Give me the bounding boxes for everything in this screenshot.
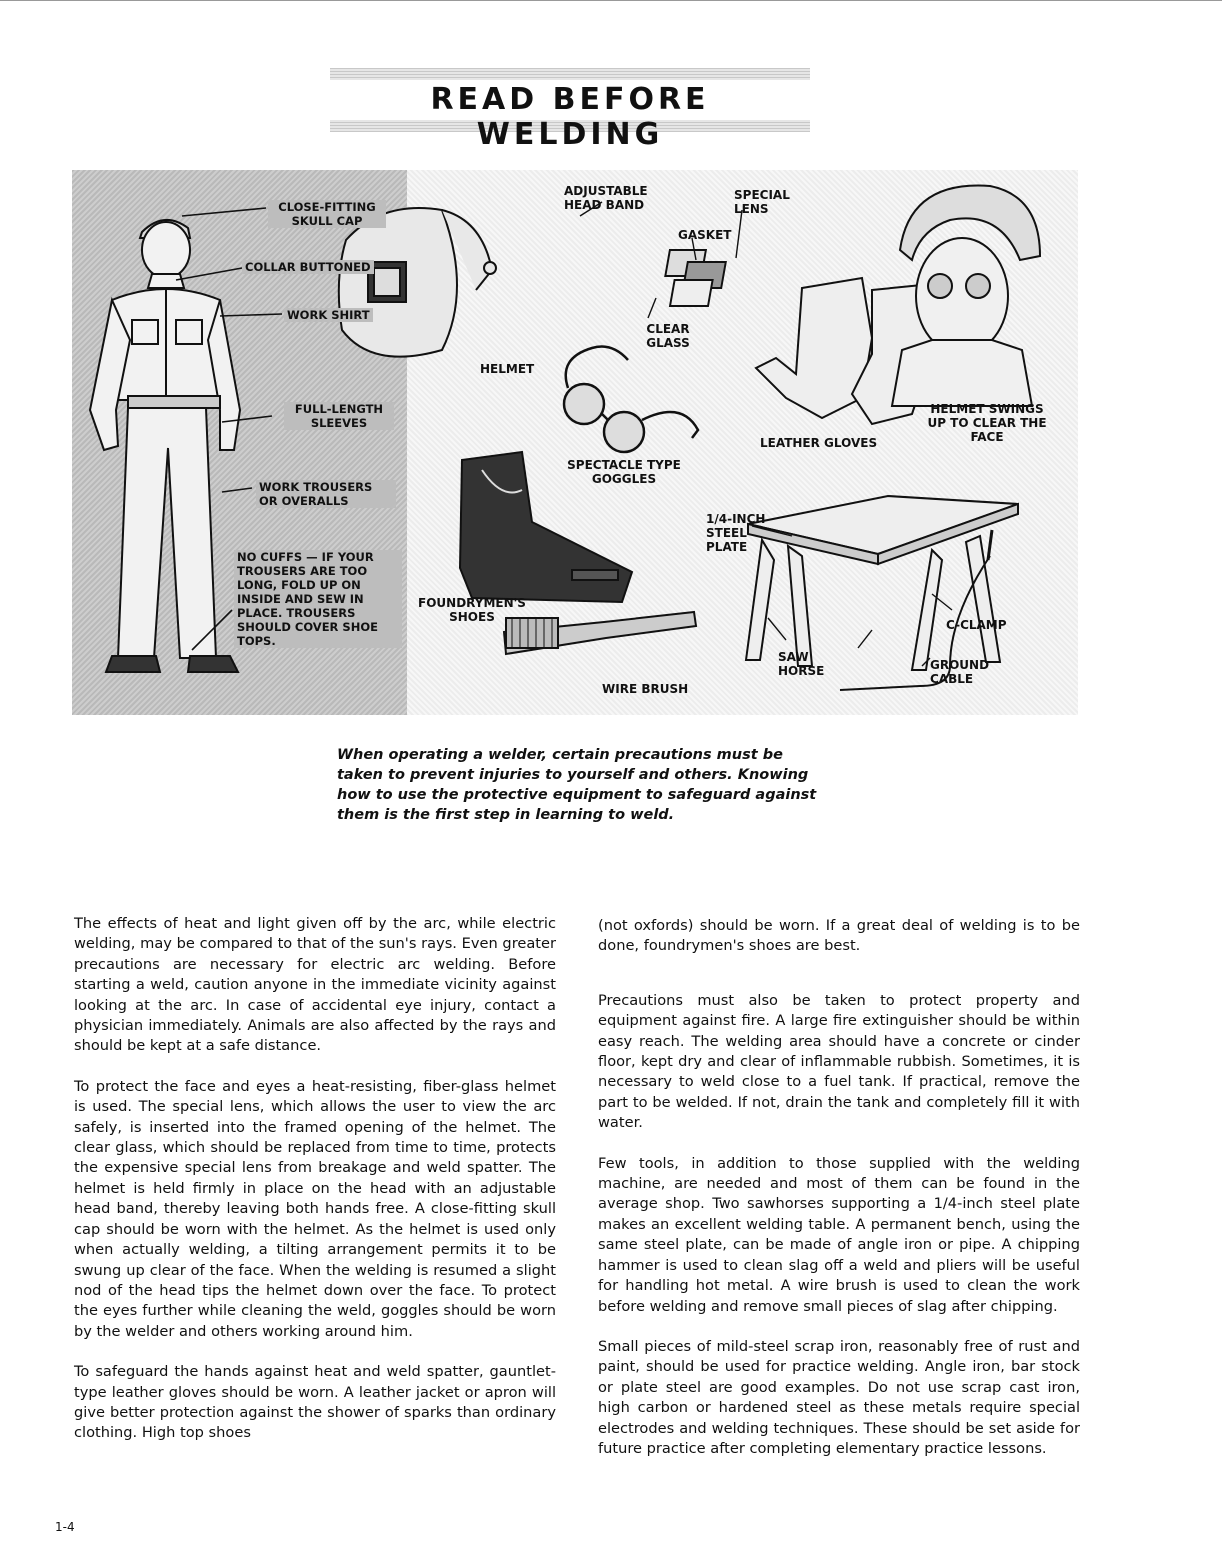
illustration-caption: When operating a welder, certain precautions must be taken to prevent injuries to yourself and others. Knowing how to use the protective equipment to safeguard against them is the first step in learning to weld. [337,747,817,823]
paragraph: To protect the face and eyes a heat-resisting, fiber-glass helmet is used. The special lens, which allows the user to view the arc safely, is inserted into the framed opening of the helmet. The clear glass, which should be replaced from time to time, protects the expensive special lens from breakage and weld spatter. The helmet is held firmly in place on the head with an adjustable head band, thereby leaving both hands free. A close-fitting skull cap should be worn with the helmet. As the helmet is used only when actually welding, a tilting arrangement permits it to be swung up clear of the face. When the welding is resumed a slight nod of the head tips the helmet down over the face. To protect the eyes further while cleaning the weld, goggles should be worn by the welder and others working around him. [74,1077,556,1340]
label-clear-glass: CLEAR GLASS [646,322,690,350]
paragraph: The effects of heat and light given off by the arc, while electric welding, may be compared to that of the sun's rays. Even greater precautions are necessary for electric arc welding. Before starting a weld, caution anyone in the immediate vicinity against looking at the arc. In case of accidental eye injury, contact a physician immediately. Animals are also affected by the rays and should be kept at a safe distance. [74,915,556,1055]
label-special-lens: SPECIAL LENS [734,188,790,216]
label-foundrymen-shoes: FOUNDRYMEN'S SHOES [418,596,526,624]
paragraph: (not oxfords) should be worn. If a great deal of welding is to be done, foundrymen's shoes are best. [598,917,1080,955]
goggles-icon [564,347,698,453]
label-work-trousers: WORK TROUSERS OR OVERALLS [256,480,396,508]
welder-figure-icon [90,220,240,672]
top-rule [0,0,1222,1]
label-wire-brush: WIRE BRUSH [602,682,689,696]
paragraph: Precautions must also be taken to protect property and equipment against fire. A large fire extinguisher should be within easy reach. The welding area should have a concrete or cinder floor, kept dry and clear of inflammable rubbish. Sometimes, it is necessary to weld close to a fuel tank. If practical, remove the part to be welded. If not, drain the tank and completely fill it with water. [598,991,1080,1132]
paragraph: Small pieces of mild-steel scrap iron, reasonably free of rust and paint, should be used for practice welding. Angle iron, bar stock or plate steel are good examples. Do not use scrap cast iron, high carbon or hardened steel as these metals require special electrodes and welding techniques. These should be set aside for future practice after completing elementary practice lessons. [598,1337,1080,1457]
label-gasket: GASKET [678,228,732,242]
welding-table-icon [746,496,1018,670]
left-text-column [74,914,556,1464]
label-head-band: ADJUSTABLE HEAD BAND [564,184,648,212]
wire-brush-icon [504,612,696,654]
label-steel-plate: 1/4-INCH STEEL PLATE [706,512,766,554]
label-full-length-sleeves: FULL-LENGTH SLEEVES [284,402,394,430]
paragraph: Few tools, in addition to those supplied with the welding machine, are needed and most of them can be found in the average shop. Two sawhorses supporting a 1/4-inch steel plate makes an excellent welding table. A permanent bench, using the same steel plate, can be made of angle iron or pipe. A chipping hammer is used to clean slag off a weld and pliers will be useful for handling hot metal. A wire brush is used to clean the work before welding and remove small pieces of slag after chipping. [598,1154,1080,1315]
label-saw-horse: SAW HORSE [778,650,825,678]
page-title: READ BEFORE WELDING [430,82,710,152]
right-text-column [598,916,1080,1479]
helmet-icon [339,208,496,357]
label-helmet: HELMET [480,362,535,376]
label-leather-gloves: LEATHER GLOVES [760,436,878,450]
label-no-cuffs: NO CUFFS — IF YOUR TROUSERS ARE TOO LONG, FOLD UP ON INSIDE AND SEW IN PLACE. TROUSERS SHOULD COVER SHOE TOPS. [234,550,402,648]
label-ground-cable: GROUND CABLE [930,658,990,686]
label-work-shirt: WORK SHIRT [284,308,373,322]
paragraph: To safeguard the hands against heat and weld spatter, gauntlet-type leather gloves should be worn. A leather jacket or apron will give better protection against the shower of sparks than ordinary clothing. High top shoes [74,1363,556,1442]
label-c-clamp: C-CLAMP [946,618,1007,632]
label-skull-cap: CLOSE-FITTING SKULL CAP [268,200,386,228]
page-number: 1-4 [55,1520,75,1534]
label-goggles: SPECTACLE TYPE GOGGLES [567,458,681,486]
label-helmet-swings: HELMET SWINGS UP TO CLEAR THE FACE [927,402,1047,444]
label-collar-buttoned: COLLAR BUTTONED [242,260,374,274]
safety-equipment-illustration [72,170,1078,715]
